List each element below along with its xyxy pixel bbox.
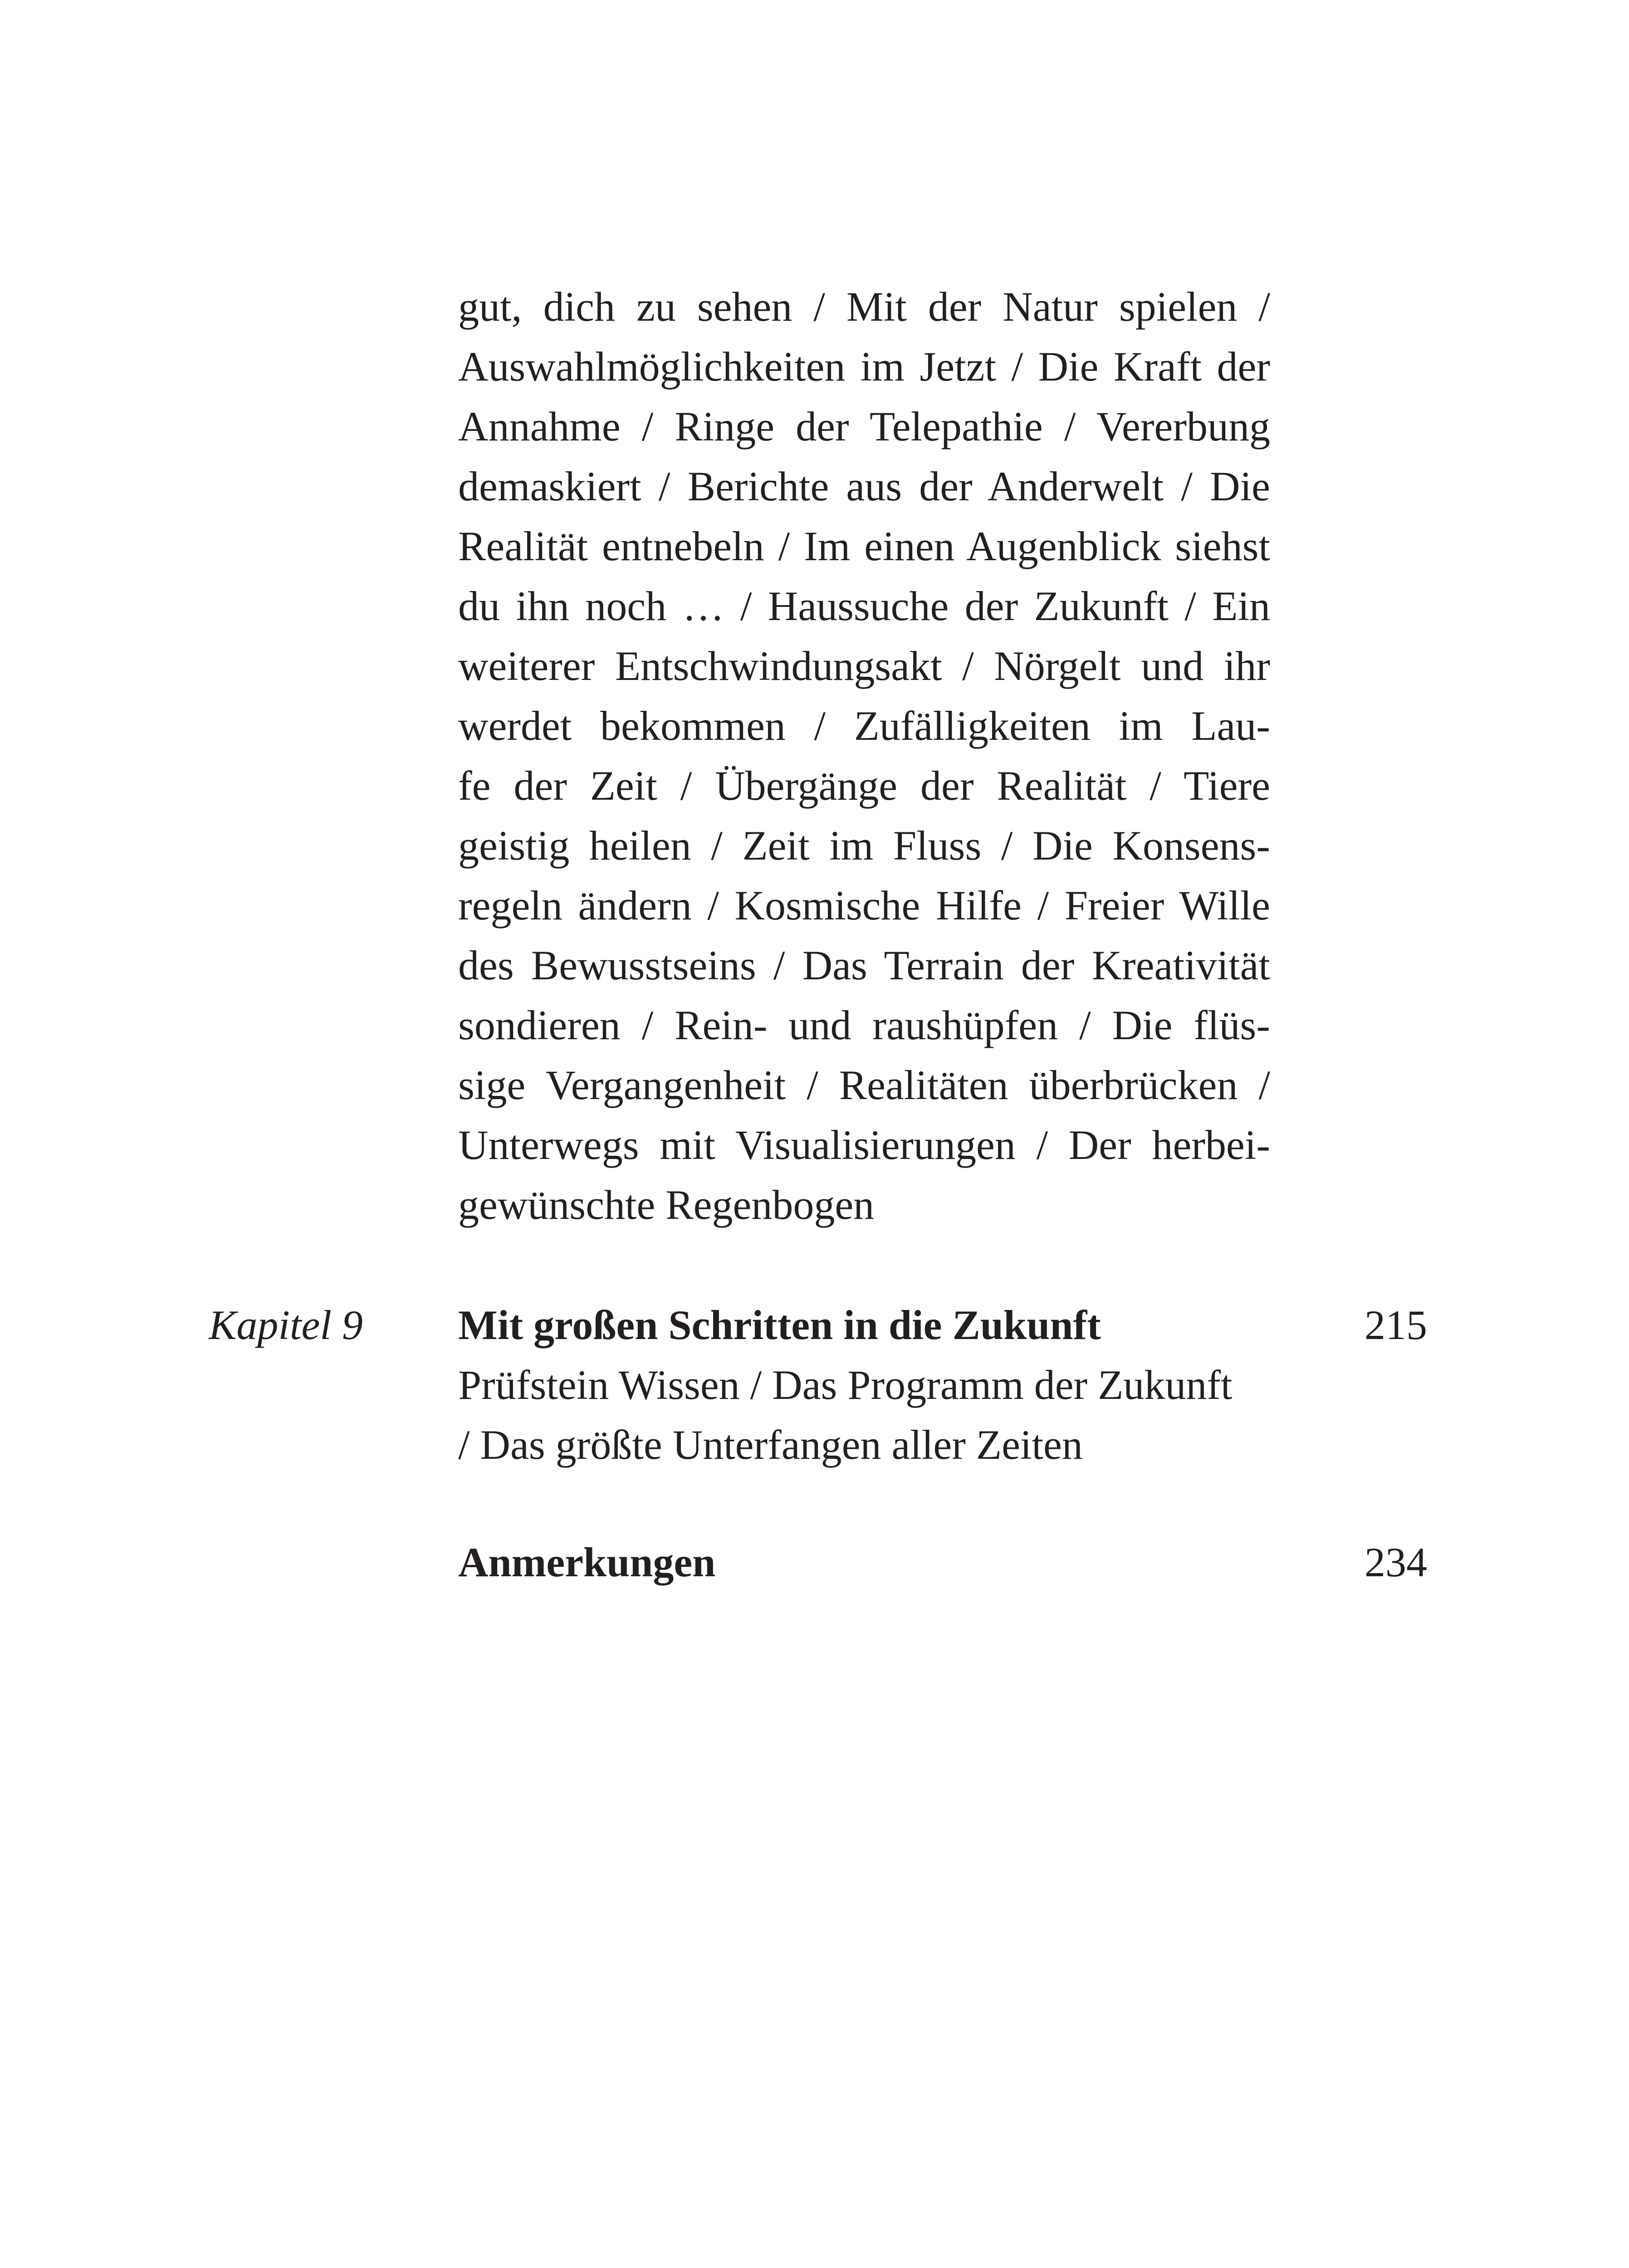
contents-line: Prüfstein Wissen / Das Programm der Zukunft [458,1362,1233,1408]
contents-line: / Das größte Unterfangen aller Zeiten [458,1422,1083,1468]
notes-title: Anmerkungen [458,1539,716,1585]
notes-page-number: 234 [1365,1539,1427,1585]
contents-line: sige Vergangenheit / Realitäten überbrücken / [458,1062,1270,1108]
chapter-label: Kapitel 9 [209,1302,363,1348]
contents-line: Annahme / Ringe der Telepathie / Vererbung [458,403,1270,450]
contents-line: sondieren / Rein- und raushüpfen / Die flüs- [458,1002,1270,1048]
contents-line: Auswahlmöglichkeiten im Jetzt / Die Kraft der [458,343,1270,390]
chapter-title: Mit großen Schritten in die Zukunft [458,1302,1101,1348]
contents-line: Unterwegs mit Visualisierungen / Der herbei- [458,1122,1270,1168]
contents-line: demaskiert / Berichte aus der Anderwelt / Die [458,463,1270,509]
contents-line: weiterer Entschwindungsakt / Nörgelt und ihr [458,643,1270,689]
chapter-subtopics [458,1355,1270,1475]
contents-line: des Bewusstseins / Das Terrain der Kreativität [458,942,1270,988]
contents-line: geistig heilen / Zeit im Fluss / Die Konsens- [458,822,1270,869]
contents-line: fe der Zeit / Übergänge der Realität / Tiere [458,763,1270,809]
contents-line: gut, dich zu sehen / Mit der Natur spielen / [458,284,1270,330]
contents-line: werdet bekommen / Zufälligkeiten im Lau- [458,703,1270,749]
contents-line: Realität entnebeln / Im einen Augenblick siehst [458,523,1270,569]
contents-line: gewünschte Regenbogen [458,1182,875,1228]
chapter-page-number: 215 [1365,1302,1427,1348]
contents-line: regeln ändern / Kosmische Hilfe / Freier Wille [458,882,1270,929]
chapter-8-continued-contents [458,277,1270,1235]
contents-line: du ihn noch … / Haussuche der Zukunft / Ein [458,583,1270,629]
